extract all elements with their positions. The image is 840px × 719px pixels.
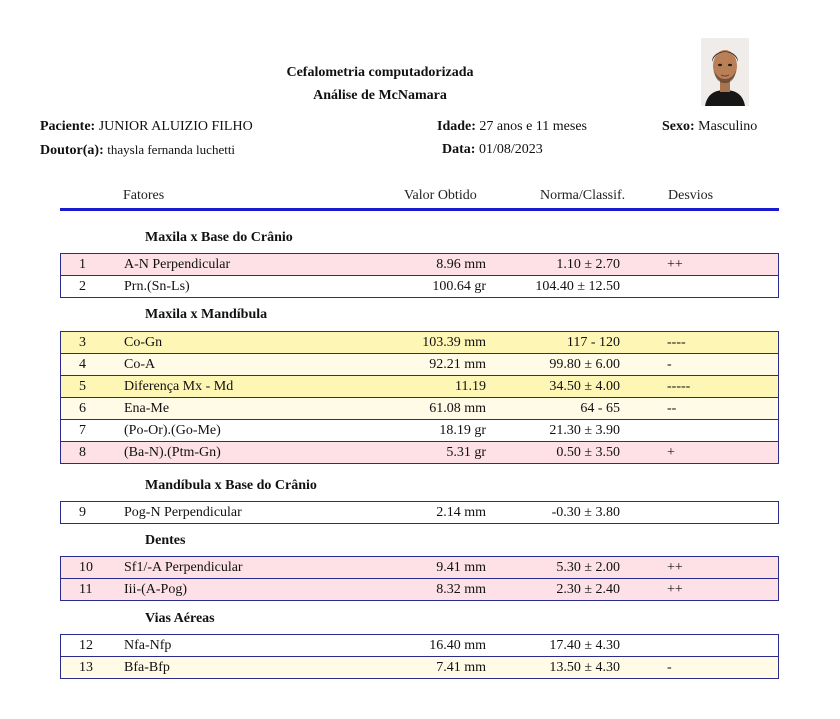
- sex-field: [662, 119, 757, 135]
- sex-value: Masculino: [698, 119, 758, 134]
- row-number: 2: [79, 279, 86, 294]
- row-number: 3: [79, 335, 86, 350]
- obtained-value: 61.08 mm: [429, 401, 486, 416]
- row-number: 6: [79, 401, 86, 416]
- deviation-value: +: [667, 445, 675, 460]
- deviation-value: ++: [667, 560, 683, 575]
- table-row: [61, 332, 778, 353]
- row-number: 9: [79, 505, 86, 520]
- factor-name: Nfa-Nfp: [124, 638, 172, 653]
- row-number: 5: [79, 379, 86, 394]
- row-number: 13: [79, 660, 93, 675]
- obtained-value: 7.41 mm: [436, 660, 486, 675]
- factor-name: Co-Gn: [124, 335, 163, 350]
- obtained-value: 8.96 mm: [436, 257, 486, 272]
- obtained-value: 18.19 gr: [439, 423, 486, 438]
- obtained-value: 2.14 mm: [436, 505, 486, 520]
- row-number: 10: [79, 560, 93, 575]
- norm-value: 21.30 ± 3.90: [549, 423, 620, 438]
- deviation-value: -: [667, 660, 672, 675]
- patient-photo: [701, 38, 749, 106]
- norm-value: 104.40 ± 12.50: [535, 279, 620, 294]
- deviation-value: -----: [667, 379, 691, 394]
- age-field: [437, 119, 587, 135]
- factor-name: Prn.(Sn-Ls): [124, 279, 190, 294]
- table-row: [61, 635, 778, 656]
- factors-table: [60, 634, 779, 679]
- norm-value: 34.50 ± 4.00: [549, 379, 620, 394]
- patient-name: JUNIOR ALUIZIO FILHO: [98, 119, 253, 134]
- doctor-name: thaysla fernanda luchetti: [107, 142, 236, 157]
- factor-name: Iii-(A-Pog): [124, 582, 187, 597]
- column-header-deviation: Desvios: [668, 188, 714, 203]
- doctor-label: Doutor(a):: [40, 143, 104, 158]
- table-row: [61, 502, 778, 523]
- table-row: [61, 375, 778, 397]
- date-field: [442, 142, 543, 158]
- table-row: [61, 353, 778, 375]
- deviation-value: --: [667, 401, 677, 416]
- norm-value: 1.10 ± 2.70: [556, 257, 620, 272]
- table-row: [61, 419, 778, 441]
- factor-name: (Ba-N).(Ptm-Gn): [124, 445, 221, 460]
- column-header-value: Valor Obtido: [404, 188, 477, 203]
- norm-value: 117 - 120: [566, 335, 620, 350]
- row-number: 1: [79, 257, 86, 272]
- norm-value: 17.40 ± 4.30: [549, 638, 620, 653]
- norm-value: 0.50 ± 3.50: [556, 445, 620, 460]
- norm-value: 13.50 ± 4.30: [549, 660, 620, 675]
- table-row: [61, 254, 778, 275]
- norm-value: 64 - 65: [580, 401, 620, 416]
- section-title: Maxila x Mandíbula: [145, 307, 268, 322]
- factor-name: Sf1/-A Perpendicular: [124, 560, 243, 575]
- factor-name: Ena-Me: [124, 401, 170, 416]
- row-number: 11: [79, 582, 93, 597]
- factor-name: Diferença Mx - Md: [124, 379, 234, 394]
- factors-table: [60, 331, 779, 464]
- section-title: Maxila x Base do Crânio: [145, 230, 293, 245]
- obtained-value: 100.64 gr: [432, 279, 486, 294]
- obtained-value: 8.32 mm: [436, 582, 486, 597]
- factors-table: [60, 556, 779, 601]
- deviation-value: ++: [667, 257, 683, 272]
- factor-name: (Po-Or).(Go-Me): [124, 423, 221, 438]
- factor-name: Co-A: [124, 357, 156, 372]
- date-label: Data:: [442, 142, 476, 157]
- column-header-factors: Fatores: [123, 188, 165, 203]
- table-row: [61, 275, 778, 297]
- patient-label: Paciente:: [40, 119, 96, 134]
- row-number: 12: [79, 638, 93, 653]
- obtained-value: 92.21 mm: [429, 357, 486, 372]
- sex-label: Sexo:: [662, 119, 695, 134]
- factor-name: Bfa-Bfp: [124, 660, 170, 675]
- patient-field: [40, 119, 253, 135]
- table-row: [61, 557, 778, 578]
- table-row: [61, 441, 778, 463]
- section-title: Mandíbula x Base do Crânio: [145, 478, 317, 493]
- section-title: Dentes: [145, 533, 186, 548]
- header-divider: [60, 208, 779, 211]
- norm-value: 5.30 ± 2.00: [556, 560, 620, 575]
- factor-name: A-N Perpendicular: [124, 257, 231, 272]
- age-value: 27 anos e 11 meses: [479, 119, 587, 134]
- deviation-value: ++: [667, 582, 683, 597]
- row-number: 4: [79, 357, 86, 372]
- column-header-norm: Norma/Classif.: [540, 188, 626, 203]
- factors-table: [60, 253, 779, 298]
- obtained-value: 5.31 gr: [446, 445, 486, 460]
- factor-name: Pog-N Perpendicular: [124, 505, 242, 520]
- deviation-value: -: [667, 357, 672, 372]
- table-row: [61, 656, 778, 678]
- row-number: 8: [79, 445, 86, 460]
- obtained-value: 103.39 mm: [422, 335, 486, 350]
- deviation-value: ----: [667, 335, 686, 350]
- section-title: Vias Aéreas: [145, 611, 215, 626]
- date-value: 01/08/2023: [478, 142, 543, 157]
- row-number: 7: [79, 423, 86, 438]
- norm-value: 99.80 ± 6.00: [549, 357, 620, 372]
- age-label: Idade:: [437, 119, 476, 134]
- obtained-value: 16.40 mm: [429, 638, 486, 653]
- norm-value: -0.30 ± 3.80: [551, 505, 620, 520]
- obtained-value: 9.41 mm: [436, 560, 486, 575]
- doctor-field: [40, 142, 235, 159]
- table-row: [61, 578, 778, 600]
- table-row: [61, 397, 778, 419]
- report-title: Cefalometria computadorizada: [286, 65, 474, 80]
- norm-value: 2.30 ± 2.40: [556, 582, 620, 597]
- obtained-value: 11.19: [455, 379, 486, 394]
- factors-table: [60, 501, 779, 524]
- report-subtitle: Análise de McNamara: [313, 88, 447, 103]
